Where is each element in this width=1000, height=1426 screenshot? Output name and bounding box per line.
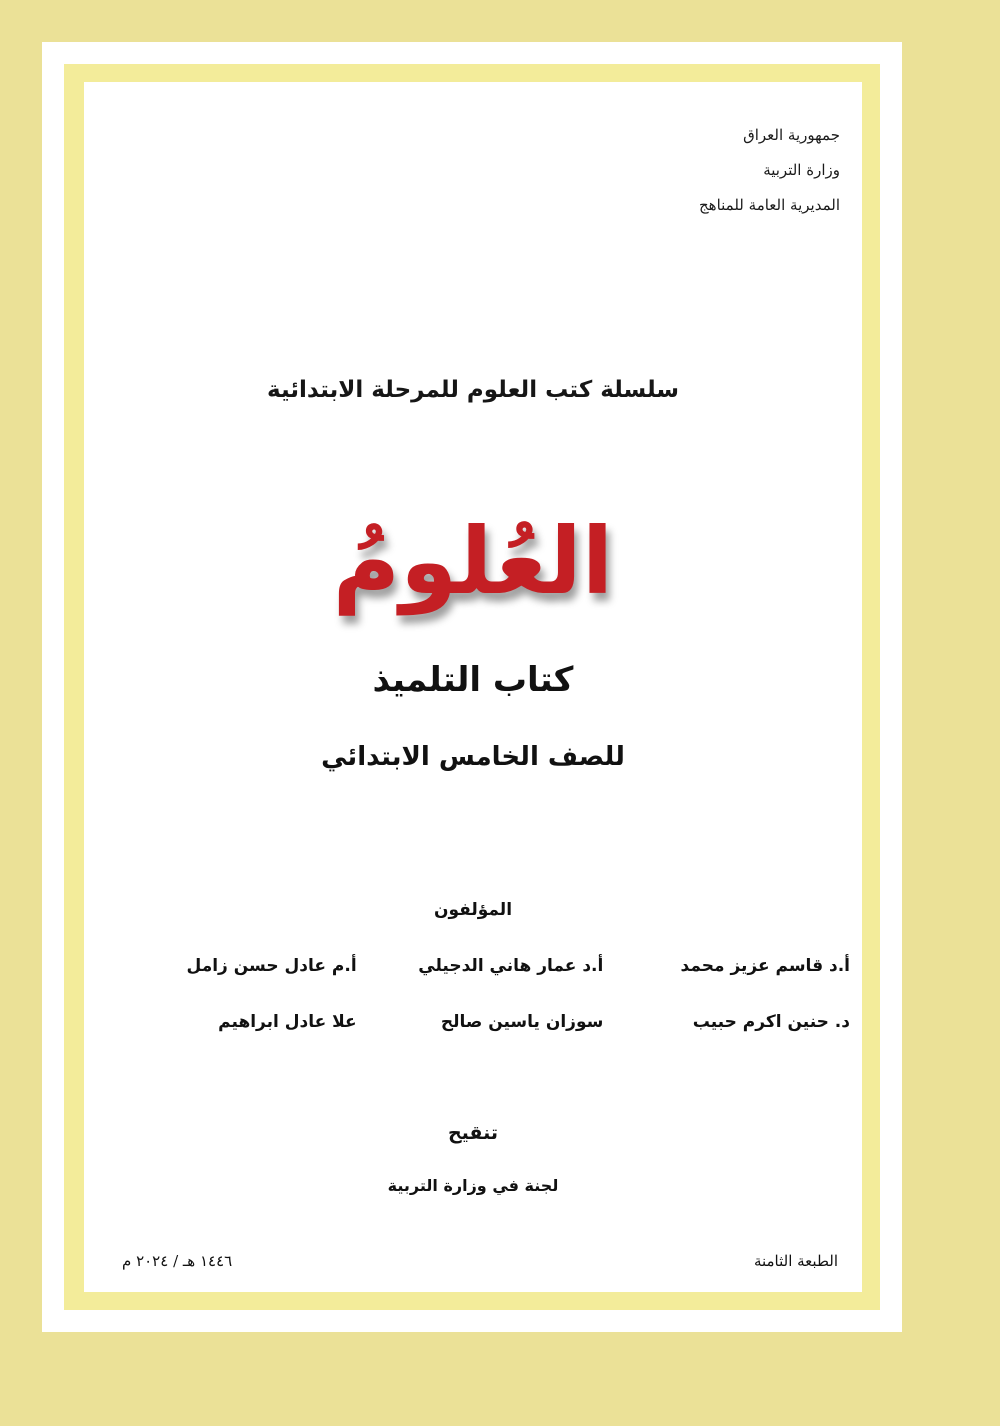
author-name: علا عادل ابراهيم [218,1012,357,1032]
book-title: العُلومُ [332,508,614,615]
country-name: جمهورية العراق [743,126,840,144]
author-name: د. حنين اكرم حبيب [692,1012,850,1032]
publication-date: ١٤٤٦ هـ / ٢٠٢٤ م [122,1252,233,1270]
author-name: أ.م عادل حسن زامل [186,956,357,976]
authors-heading: المؤلفون [433,900,513,920]
author-name: سوزان ياسين صالح [440,1012,604,1032]
edition-label: الطبعة الثامنة [753,1252,838,1270]
book-subtitle: كتاب التلميذ [372,660,574,700]
cover-page [84,82,862,1292]
ministry-header [699,118,840,223]
series-title: سلسلة كتب العلوم للمرحلة الابتدائية [267,377,679,403]
grade-level: للصف الخامس الابتدائي [321,742,625,772]
revision-committee: لجنة في وزارة التربية [387,1176,559,1195]
author-name: أ.د عمار هاني الدجيلي [418,956,604,976]
authors-list [110,956,850,1032]
revision-heading: تنقيح [447,1122,498,1144]
directorate-name: المديرية العامة للمناهج [698,196,840,214]
author-name: أ.د قاسم عزيز محمد [680,956,850,976]
ministry-name: وزارة التربية [763,161,840,179]
